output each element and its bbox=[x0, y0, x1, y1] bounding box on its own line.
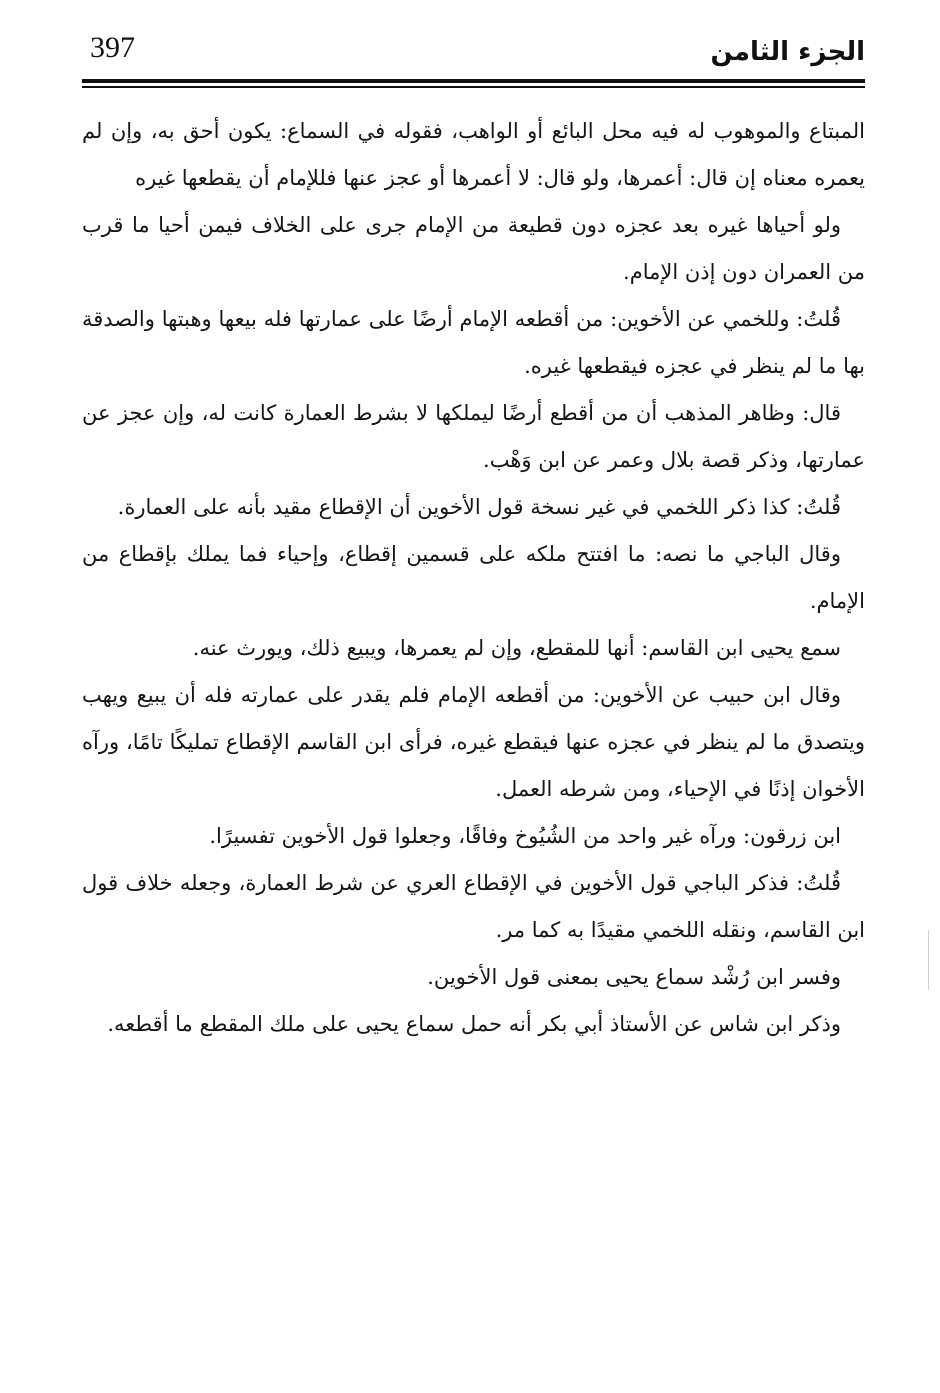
paragraph: سمع يحيى ابن القاسم: أنها للمقطع، وإن لم يعمرها، ويبيع ذلك، ويورث عنه. bbox=[192, 636, 841, 660]
paragraph: قال: وظاهر المذهب أن من أقطع أرضًا ليملكها لا بشرط العمارة كانت له، وإن عجز عن عمارتها، وذكر قصة بلال وعمر عن ابن وَهْب. bbox=[82, 401, 865, 472]
paragraph: وفسر ابن رُشْد سماع يحيى بمعنى قول الأخوين. bbox=[427, 965, 841, 989]
header-rule-thick bbox=[82, 79, 865, 83]
paragraph: المبتاع والموهوب له فيه محل البائع أو الواهب، فقوله في السماع: يكون أحق به، وإن لم يعمره معناه إن قال: أعمرها، ولو قال: لا أعمرها أو عجز عنها فللإمام أن يقطعها غيره bbox=[82, 119, 865, 190]
scan-margin-mark bbox=[928, 930, 929, 990]
running-title: الجزء الثامن bbox=[710, 37, 865, 67]
paragraph: وذكر ابن شاس عن الأستاذ أبي بكر أنه حمل سماع يحيى على ملك المقطع ما أقطعه. bbox=[107, 1012, 841, 1036]
paragraph: قُلتُ: فذكر الباجي قول الأخوين في الإقطاع العري عن شرط العمارة، وجعله خلاف قول ابن القاسم، ونقله اللخمي مقيدًا به كما مر. bbox=[82, 871, 865, 942]
body-text bbox=[82, 108, 865, 1048]
page-header bbox=[82, 28, 865, 76]
paragraph: قُلتُ: وللخمي عن الأخوين: من أقطعه الإمام أرضًا على عمارتها فله بيعها وهبتها والصدقة بها ما لم ينظر في عجزه فيقطعها غيره. bbox=[82, 307, 865, 378]
paragraph: قُلتُ: كذا ذكر اللخمي في غير نسخة قول الأخوين أن الإقطاع مقيد بأنه على العمارة. bbox=[117, 495, 841, 519]
page-number: 397 bbox=[90, 31, 135, 64]
paragraph: ابن زرقون: ورآه غير واحد من الشُيُوخ وفاقًا، وجعلوا قول الأخوين تفسيرًا. bbox=[209, 824, 841, 848]
paragraph: وقال الباجي ما نصه: ما افتتح ملكه على قسمين إقطاع، وإحياء فما يملك بإقطاع من الإمام. bbox=[82, 542, 865, 613]
paragraph: ولو أحياها غيره بعد عجزه دون قطيعة من الإمام جرى على الخلاف فيمن أحيا ما قرب من العمران دون إذن الإمام. bbox=[82, 213, 865, 284]
paragraph: وقال ابن حبيب عن الأخوين: من أقطعه الإمام فلم يقدر على عمارته فله أن يبيع ويهب ويتصدق ما لم ينظر في عجزه عنها فيقطع غيره، فرأى ابن القاسم الإقطاع تمليكًا تامًا، ورآه الأخوان إذنًا في الإحياء، ومن شرطه العمل. bbox=[82, 683, 865, 801]
header-rule-thin bbox=[82, 86, 865, 88]
